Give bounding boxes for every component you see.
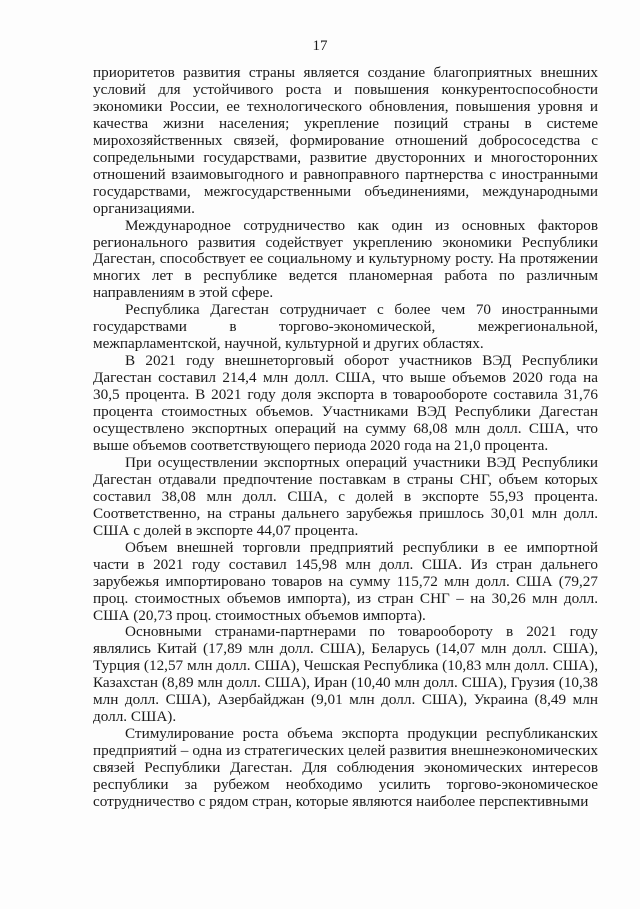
- page-number: 17: [312, 38, 328, 54]
- paragraph-partner-countries: Основными странами-партнерами по товарообороту в 2021 году являлись Китай (17,89 млн долл. США), Беларусь (14,07 млн долл. США), Турция (12,57 млн долл. США), Чешская Республика (10,83 млн долл. США), Казахстан (8,89 млн долл. США), Иран (10,40 млн долл. США), Грузия (10,38 млн долл. США), Азербайджан (9,01 млн долл. США), Украина (8,49 млн долл. США).: [93, 623, 598, 726]
- paragraph-partner-states: Республика Дагестан сотрудничает с более чем 70 иностранными государствами в торгово-экономической, межрегиональной, межпарламентской, научной, культурной и других областях.: [93, 301, 598, 353]
- paragraph-continued: приоритетов развития страны является создание благоприятных внешних условий для устойчивого роста и повышения конкурентоспособности экономики России, ее технологического обновления, повышения уровня и качества жизни населения; укрепление позиций страны в системе мирохозяйственных связей, формирование отношений добрососедства с сопредельными государствами, развитие двусторонних и многосторонних отношений взаимовыгодного и равноправного партнерства с иностранными государствами, межгосударственными объединениями, международными организациями.: [93, 64, 598, 217]
- paragraph-foreign-trade-turnover: В 2021 году внешнеторговый оборот участников ВЭД Республики Дагестан составил 214,4 млн долл. США, что выше объемов 2020 года на 30,5 процента. В 2021 году доля экспорта в товарообороте составила 31,76 процента стоимостных объемов. Участниками ВЭД Республики Дагестан осуществлено экспортных операций на сумму 68,08 млн долл. США, что выше объемов соответствующего периода 2020 года на 21,0 процента.: [93, 352, 598, 454]
- paragraph-import-volume: Объем внешней торговли предприятий республики в ее импортной части в 2021 году составил 145,98 млн долл. США. Из стран дальнего зарубежья импортировано товаров на сумму 115,72 млн долл. США (79,27 проц. стоимостных объемов импорта), из стран СНГ – на 30,26 млн долл. США (20,73 проц. стоимостных объемов импорта).: [93, 538, 598, 624]
- paragraph-export-operations: При осуществлении экспортных операций участники ВЭД Республики Дагестан отдавали предпочтение поставкам в страны СНГ, объем которых составил 38,08 млн долл. США, с долей в экспорте 55,93 процента. Соответственно, на страны дальнего зарубежья пришлось 30,01 млн долл. США с долей в экспорте 44,07 процента.: [93, 453, 598, 539]
- document-body: [93, 65, 598, 811]
- paragraph-export-stimulation: Стимулирование роста объема экспорта продукции республиканских предприятий – одна из стратегических целей развития внешнеэкономических связей Республики Дагестан. Для соблюдения экономических интересов республики за рубежом необходимо усилить торгово-экономическое сотрудничество с рядом стран, которые являются наиболее перспективными: [93, 725, 598, 810]
- paragraph-international-cooperation: Международное сотрудничество как один из основных факторов регионального развития содействует укреплению экономики Республики Дагестан, способствует ее социальному и культурному росту. На протяжении многих лет в республике ведется планомерная работа по различным направлениям в этой сфере.: [93, 216, 598, 302]
